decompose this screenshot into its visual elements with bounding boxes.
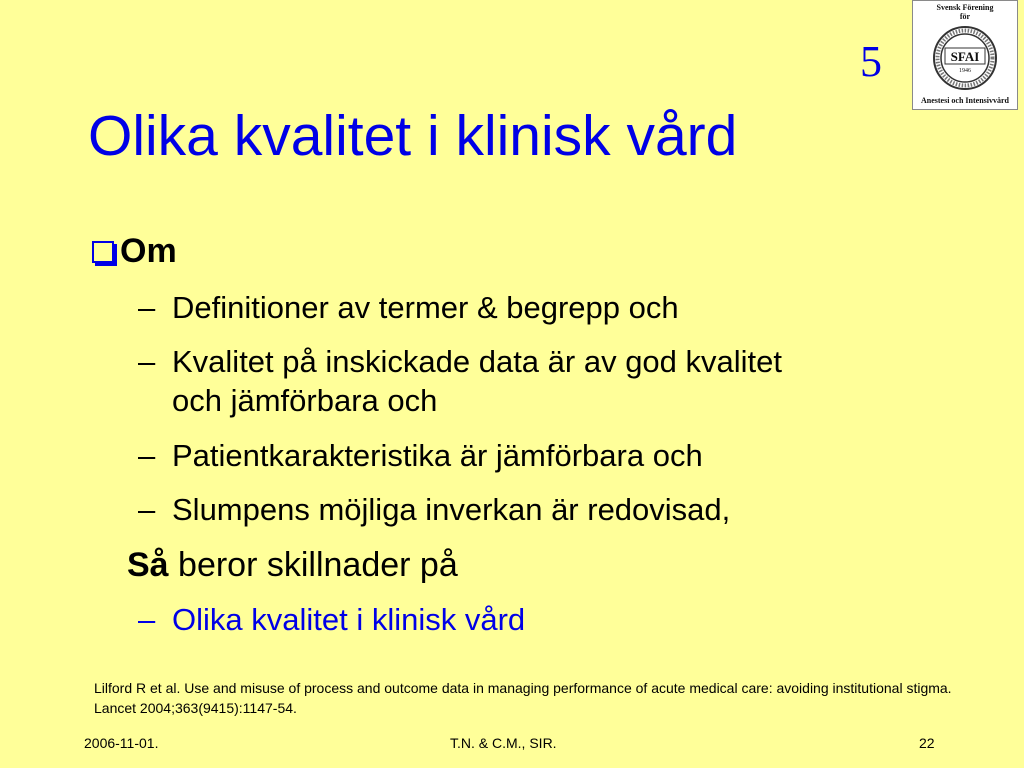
sub-item-text: Definitioner av termer & begrepp och (172, 290, 679, 325)
sub-item (138, 288, 898, 327)
so-line (127, 542, 458, 588)
so-line-rest: beror skillnader på (168, 546, 458, 584)
sub-item (138, 490, 898, 529)
slide-title: Olika kvalitet i klinisk vård (88, 104, 738, 168)
final-item-text: Olika kvalitet i klinisk vård (172, 602, 526, 637)
footer-page-number: 22 (919, 735, 935, 751)
dash-bullet: – (138, 438, 156, 473)
sub-item-text: Kvalitet på inskickade data är av god kvalitet och jämförbara och (172, 344, 783, 418)
slide-number: 5 (860, 37, 882, 86)
sub-item (138, 342, 838, 420)
footer-date: 2006-11-01. (84, 735, 159, 751)
heading-label: Om (120, 232, 177, 270)
checkbox-bullet-icon (92, 241, 114, 263)
logo-bottom-text: Anestesi och Intensivvård (920, 96, 1009, 105)
logo-year: 1946 (959, 68, 971, 74)
sfai-logo (912, 0, 1018, 110)
sub-item-text: Patientkarakteristika är jämförbara och (172, 438, 703, 473)
logo-line-1: Svensk Förening (936, 3, 994, 12)
footer-center: T.N. & C.M., SIR. (450, 735, 557, 751)
dash-bullet: – (138, 290, 156, 325)
so-line-bold: Så (127, 546, 169, 584)
logo-center-text: SFAI (950, 49, 980, 64)
dash-bullet: – (138, 344, 156, 379)
reference-citation: Lilford R et al. Use and misuse of process and outcome data in managing performance of acute medical care: avoiding institutional stigma. Lancet 2004;363(9415):1147-54. (94, 680, 952, 716)
logo-seal-icon (933, 24, 997, 92)
dash-bullet: – (138, 602, 156, 637)
dash-bullet: – (138, 492, 156, 527)
final-item (138, 600, 898, 639)
heading-bullet (92, 228, 177, 274)
sub-item (138, 436, 898, 475)
logo-line-2: för (959, 12, 971, 21)
sub-item-text: Slumpens möjliga inverkan är redovisad, (172, 492, 731, 527)
logo-top-text (913, 3, 1017, 21)
